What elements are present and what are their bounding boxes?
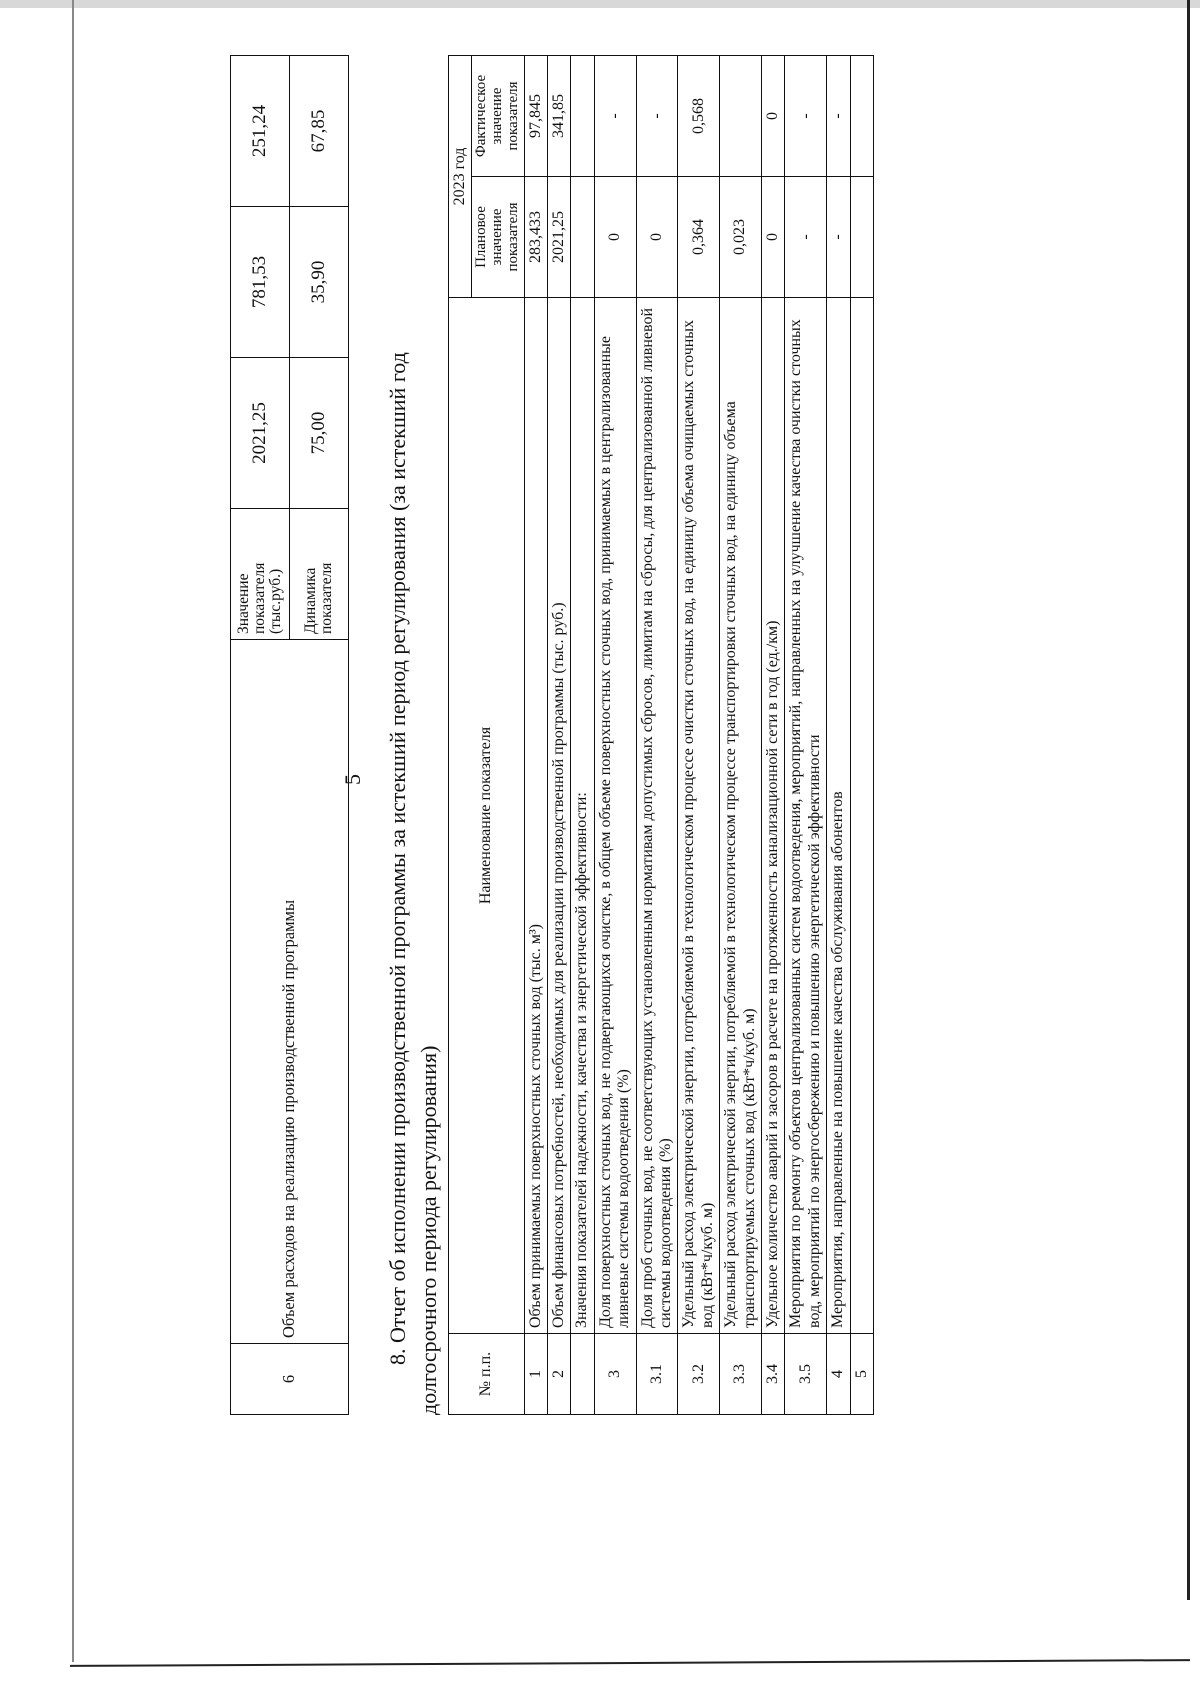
table-row [594, 56, 636, 1415]
table-row [678, 56, 720, 1415]
row-name: Объем принимаемых поверхностных сточных вод (тыс. м³) [524, 298, 547, 1334]
table-header-row [449, 56, 472, 1415]
plan-value: 0 [636, 177, 678, 298]
row-number: 3.4 [761, 1334, 784, 1415]
fact-value: - [785, 56, 827, 177]
row-number: 2 [548, 1334, 571, 1415]
scan-edge-left [72, 0, 74, 1662]
row-number: 1 [524, 1334, 547, 1415]
table-row [785, 56, 827, 1415]
plan-value: 2021,25 [548, 177, 571, 298]
row-name: Объем финансовых потребностей, необходимых для реализации производственной программы (тыс. руб.) [548, 298, 571, 1334]
plan-value: 0,364 [678, 177, 720, 298]
row-number: 5 [850, 1334, 873, 1415]
plan-value [571, 177, 594, 298]
col-fact-header: Фактическое значение показателя [472, 56, 524, 177]
value-label: Значение показателя (тыс.руб.) [231, 509, 290, 640]
fact-value: 0 [761, 56, 784, 177]
table-row [720, 56, 762, 1415]
row-name: Удельный расход электрической энергии, потребляемой в технологическом процессе очистки сточных вод, на единицу объема очищаемых сточных вод (кВт*ч/куб. м) [678, 298, 720, 1334]
table-row [636, 56, 678, 1415]
row-number: 6 [231, 1344, 349, 1415]
fact-value: - [594, 56, 636, 177]
table-row [524, 56, 547, 1415]
fact-value: - [827, 56, 850, 177]
row-number: 3.1 [636, 1334, 678, 1415]
row-name: Удельное количество аварий и засоров в расчете на протяженность канализационной сети в год (ед./км) [761, 298, 784, 1334]
plan-value [850, 177, 873, 298]
value-cell: 781,53 [231, 207, 290, 358]
dynamic-cell: 35,90 [290, 207, 349, 358]
table-row [761, 56, 784, 1415]
plan-value: 283,433 [524, 177, 547, 298]
plan-value: 0 [761, 177, 784, 298]
document-sheet [230, 0, 1200, 1545]
row-name: Удельный расход электрической энергии, потребляемой в технологическом процессе транспортировки сточных вод, на единицу объема транспортируемых сточных вод (кВт*ч/куб. м) [720, 298, 762, 1334]
section-title-continued: долгосрочного периода регулирования) [416, 1045, 441, 1415]
fact-value [850, 56, 873, 177]
col-name-header: Наименование показателя [449, 298, 525, 1334]
plan-value: - [785, 177, 827, 298]
col-year-header: 2023 год [449, 56, 472, 298]
fact-value: 97,845 [524, 56, 547, 177]
dynamic-label: Динамика показателя [290, 509, 349, 640]
dynamic-cell: 75,00 [290, 358, 349, 509]
fact-value: 0,568 [678, 56, 720, 177]
table-row [548, 56, 571, 1415]
row-number: 3.5 [785, 1334, 827, 1415]
plan-value: - [827, 177, 850, 298]
dynamic-cell: 67,85 [290, 56, 349, 207]
row-name: Значения показателей надежности, качества и энергетической эффективности: [571, 298, 594, 1334]
row-number: 3 [594, 1334, 636, 1415]
row-number: 3.2 [678, 1334, 720, 1415]
fact-value: 341,85 [548, 56, 571, 177]
row-number: 4 [827, 1334, 850, 1415]
row-name: Мероприятия, направленные на повышение качества обслуживания абонентов [827, 298, 850, 1334]
fact-value [571, 56, 594, 177]
plan-value: 0 [594, 177, 636, 298]
row-label: Объем расходов на реализацию производственной программы [231, 640, 349, 1344]
row-name [850, 298, 873, 1334]
fact-value [720, 56, 762, 177]
row-name: Мероприятия по ремонту объектов централизованных систем водоотведения, мероприятий, направленных на улучшение качества очистки сточных вод, мероприятий по энергосбережению и повышению энергетической эффективности [785, 298, 827, 1334]
row-number: 3.3 [720, 1334, 762, 1415]
col-num-header: № п.п. [449, 1334, 525, 1415]
table-row [850, 56, 873, 1415]
section-title: 8. Отчет об исполнении производственной программы за истекший период регулирования (за истекший год [385, 352, 410, 1365]
value-cell: 2021,25 [231, 358, 290, 509]
table-row [827, 56, 850, 1415]
expenses-table [230, 55, 349, 1415]
fact-value: - [636, 56, 678, 177]
scan-edge-bottom [70, 1659, 1190, 1667]
row-name: Доля проб сточных вод, не соответствующих установленным нормативам допустимых сбросов, лимитам на сбросы, для централизованной ливневой системы водоотведения (%) [636, 298, 678, 1334]
table-row [571, 56, 594, 1415]
row-number [571, 1334, 594, 1415]
row-name: Доля поверхностных сточных вод, не подвергающихся очистке, в общем объеме поверхностных сточных вод, принимаемых в централизованные ливневые системы водоотведения (%) [594, 298, 636, 1334]
page-number: 5 [340, 774, 365, 785]
report-table [448, 55, 874, 1415]
value-cell: 251,24 [231, 56, 290, 207]
plan-value: 0,023 [720, 177, 762, 298]
table-row [231, 56, 290, 1415]
col-plan-header: Плановое значение показателя [472, 177, 524, 298]
